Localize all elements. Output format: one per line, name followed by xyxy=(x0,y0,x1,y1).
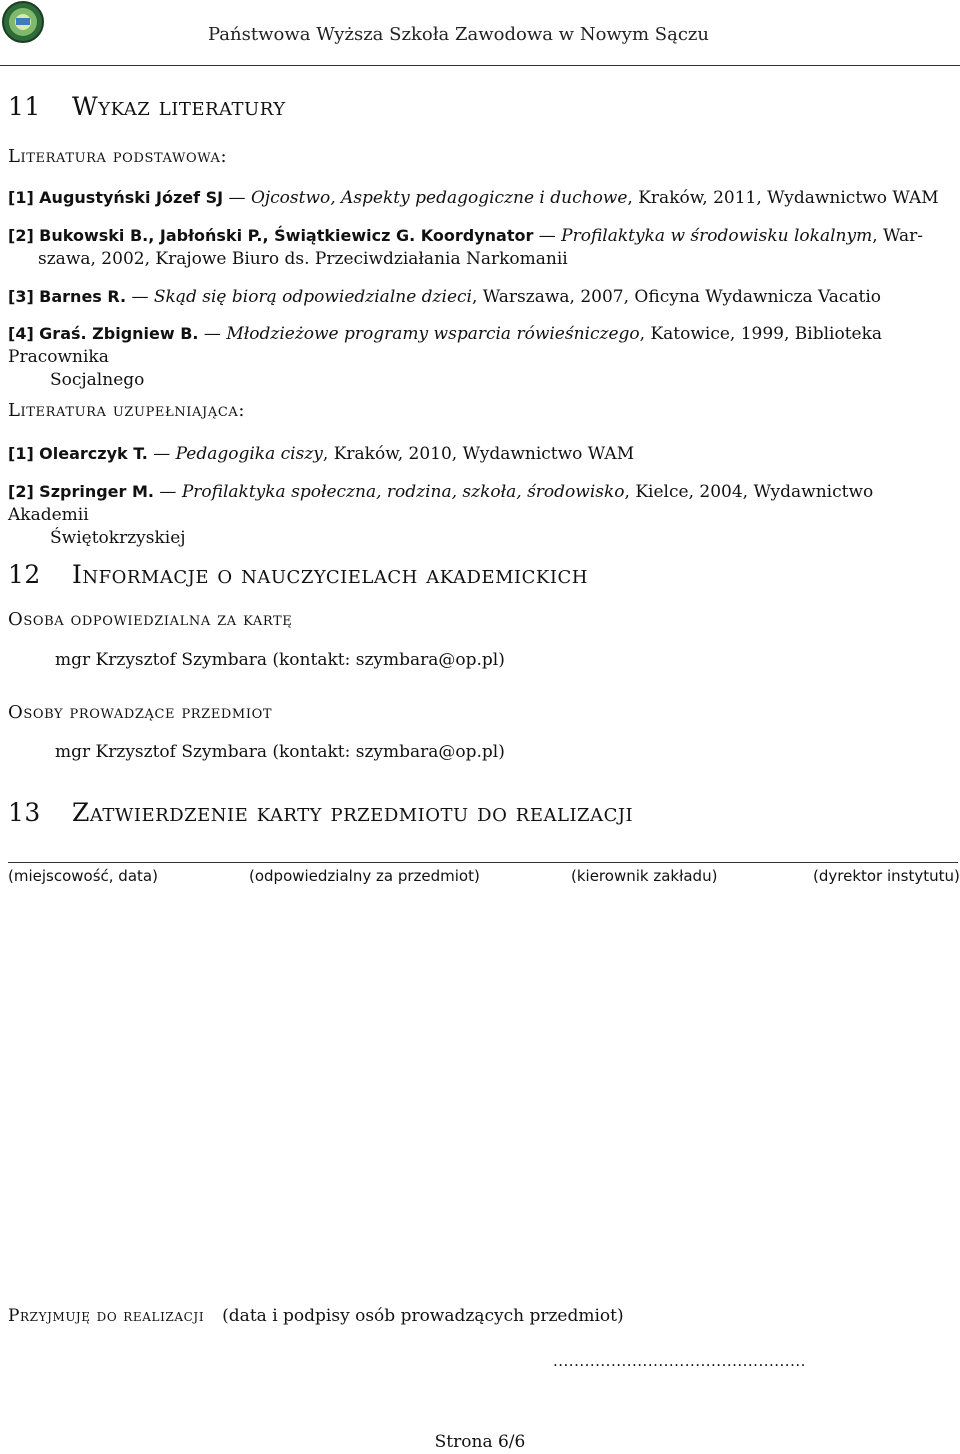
signature-place-date: (miejscowość, data) xyxy=(8,867,158,885)
section-12-heading xyxy=(8,560,588,589)
basic-literature-heading: Literatura podstawowa: xyxy=(8,146,228,167)
reference-author: Szpringer M. xyxy=(39,482,154,501)
reference-details: , Kraków, 2011, Wydawnictwo WAM xyxy=(627,188,939,208)
section-11-heading xyxy=(8,92,286,121)
reference-title: Profilaktyka w środowisku lokalnym xyxy=(561,226,873,246)
section-number: 12 xyxy=(8,560,41,589)
reference-index: [3] xyxy=(8,287,34,306)
reference-item: [1] Olearczyk T. — Pedagogika ciszy, Kraków, 2010, Wydawnictwo WAM xyxy=(8,444,635,464)
responsible-person: mgr Krzysztof Szymbara (kontakt: szymbara@op.pl) xyxy=(55,650,505,670)
reference-details-continued: Socjalnego xyxy=(50,370,145,390)
university-logo xyxy=(0,0,46,44)
section-13-heading xyxy=(8,798,633,827)
reference-author: Olearczyk T. xyxy=(39,444,148,463)
reference-index: [1] xyxy=(8,444,34,463)
signature-dots: ................................................ xyxy=(553,1352,806,1370)
reference-details: , War- xyxy=(872,226,924,246)
section-number: 13 xyxy=(8,798,41,827)
supplementary-literature-heading: Literatura uzupełniająca: xyxy=(8,400,246,421)
signature-department-head: (kierownik zakładu) xyxy=(571,867,718,885)
responsible-person-heading: Osoba odpowiedzialna za kartę xyxy=(8,609,293,630)
reference-author: Graś. Zbigniew B. xyxy=(39,324,199,343)
section-title: Wykaz literatury xyxy=(72,92,286,121)
reference-title: Skąd się biorą odpowiedzialne dzieci xyxy=(153,287,472,307)
teachers-heading: Osoby prowadzące przedmiot xyxy=(8,702,273,723)
section-title: Zatwierdzenie karty przedmiotu do realizacji xyxy=(72,798,634,827)
reference-title: Pedagogika ciszy xyxy=(175,444,323,464)
teacher-person: mgr Krzysztof Szymbara (kontakt: szymbara@op.pl) xyxy=(55,742,505,762)
reference-author: Bukowski B., Jabłoński P., Świątkiewicz G. Koordynator xyxy=(39,226,534,245)
acceptance-note: (data i podpisy osób prowadzących przedmiot) xyxy=(222,1306,624,1326)
acceptance-block xyxy=(8,1306,624,1326)
reference-title: Profilaktyka społeczna, rodzina, szkoła, środowisko xyxy=(181,482,625,502)
signature-institute-director: (dyrektor instytutu) xyxy=(813,867,960,885)
reference-details: , Katowice, 1999, Biblioteka Pracownika xyxy=(8,324,883,367)
reference-index: [1] xyxy=(8,188,34,207)
signature-responsible: (odpowiedzialny za przedmiot) xyxy=(249,867,480,885)
section-title: Informacje o nauczycielach akademickich xyxy=(72,560,588,589)
reference-author: Barnes R. xyxy=(39,287,127,306)
reference-title: Ojcostwo, Aspekty pedagogiczne i duchowe xyxy=(250,188,628,208)
reference-details: , Kielce, 2004, Wydawnictwo Akademii xyxy=(8,482,874,525)
reference-title: Młodzieżowe programy wsparcia rówieśniczego xyxy=(226,324,640,344)
reference-item: [3] Barnes R. — Skąd się biorą odpowiedzialne dzieci, Warszawa, 2007, Oficyna Wydawnicza Vacatio xyxy=(8,287,881,307)
signature-line xyxy=(8,862,958,863)
reference-index: [4] xyxy=(8,324,34,343)
header-divider xyxy=(0,65,960,66)
reference-item: [2] Szpringer M. — Profilaktyka społeczna, rodzina, szkoła, środowisko, Kielce, 2004, Wydawnictwo Akademii Świętokrzyskiej xyxy=(8,480,956,550)
reference-details-continued: Świętokrzyskiej xyxy=(50,528,186,548)
reference-details: , Kraków, 2010, Wydawnictwo WAM xyxy=(322,444,635,464)
reference-author: Augustyński Józef SJ xyxy=(39,188,224,207)
header-university-name: Państwowa Wyższa Szkoła Zawodowa w Nowym Sączu xyxy=(208,24,709,45)
reference-details: , Warszawa, 2007, Oficyna Wydawnicza Vacatio xyxy=(471,287,881,307)
section-number: 11 xyxy=(8,92,41,121)
acceptance-label: Przyjmuję do realizacji xyxy=(8,1306,205,1326)
page-number: Strona 6/6 xyxy=(434,1432,526,1452)
reference-index: [2] xyxy=(8,482,34,501)
reference-item: [1] Augustyński Józef SJ — Ojcostwo, Aspekty pedagogiczne i duchowe, Kraków, 2011, Wydawnictwo WAM xyxy=(8,188,939,208)
reference-index: [2] xyxy=(8,226,34,245)
reference-item: [4] Graś. Zbigniew B. — Młodzieżowe programy wsparcia rówieśniczego, Katowice, 1999, Biblioteka Pracownika Socjalnego xyxy=(8,322,956,392)
reference-item: [2] Bukowski B., Jabłoński P., Świątkiewicz G. Koordynator — Profilaktyka w środowisku lokalnym, War- szawa, 2002, Krajowe Biuro ds. Przeciwdziałania Narkomanii xyxy=(8,224,956,271)
reference-details-continued: szawa, 2002, Krajowe Biuro ds. Przeciwdziałania Narkomanii xyxy=(38,249,568,269)
